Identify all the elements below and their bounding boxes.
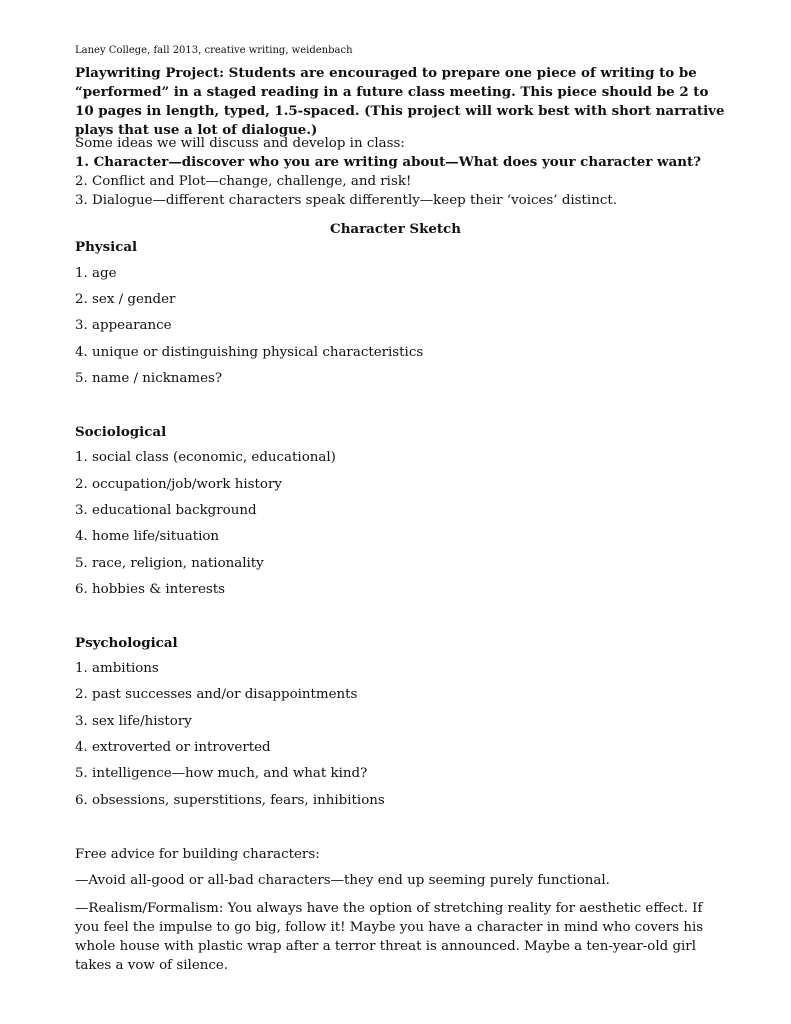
list-item: 3. appearance	[75, 318, 172, 333]
list-item: 3. educational background	[75, 503, 257, 518]
list-item: 4. extroverted or introverted	[75, 740, 271, 755]
list-item: 1. ambitions	[75, 661, 159, 676]
advice-heading: Free advice for building characters:	[75, 847, 320, 862]
ideas-heading: Some ideas we will discuss and develop in class:	[75, 136, 405, 151]
list-item: 5. name / nicknames?	[75, 371, 223, 386]
list-item: 4. home life/situation	[75, 529, 220, 544]
list-item: 6. hobbies & interests	[75, 582, 226, 597]
list-item: 3. sex life/history	[75, 714, 192, 729]
list-item: 2. occupation/job/work history	[75, 477, 282, 492]
list-item: 4. unique or distinguishing physical characteristics	[75, 345, 424, 360]
list-item: 6. obsessions, superstitions, fears, inhibitions	[75, 793, 385, 808]
list-item: 2. past successes and/or disappointments	[75, 687, 358, 702]
list-item: 5. race, religion, nationality	[75, 556, 264, 571]
ideas-block	[75, 134, 725, 210]
advice-paragraph: —Avoid all-good or all-bad characters—they end up seeming purely functional.	[75, 873, 610, 888]
course-header: Laney College, fall 2013, creative writing, weidenbach	[75, 45, 353, 56]
list-item: 1. age	[75, 266, 117, 281]
list-item: 2. sex / gender	[75, 292, 176, 307]
idea-item: 3. Dialogue—different characters speak differently—keep their ‘voices’ distinct.	[75, 193, 617, 208]
sociological-heading: Sociological	[75, 424, 167, 440]
list-item: 5. intelligence—how much, and what kind?	[75, 766, 368, 781]
advice-paragraph: —Realism/Formalism: You always have the option of stretching reality for aesthetic effect. If you feel the impulse to go big, follow it! Maybe you have a character in mind who covers his whole house with plastic wrap after a terror threat is announced. Maybe a ten-year-old girl takes a vow of silence.	[75, 901, 704, 973]
idea-item: 2. Conflict and Plot—change, challenge, and risk!	[75, 174, 412, 189]
physical-heading: Physical	[75, 239, 138, 255]
psychological-heading: Psychological	[75, 635, 178, 651]
idea-item: 1. Character—discover who you are writing about—What does your character want?	[75, 154, 702, 170]
list-item: 1. social class (economic, educational)	[75, 450, 336, 465]
project-description: Playwriting Project: Students are encouraged to prepare one piece of writing to be “performed” in a staged reading in a future class meeting. This piece should be 2 to 10 pages in length, typed, 1.5-spaced. (This project will work best with short narrative plays that use a lot of dialogue.)	[75, 65, 725, 138]
character-sketch-title: Character Sketch	[330, 221, 461, 237]
